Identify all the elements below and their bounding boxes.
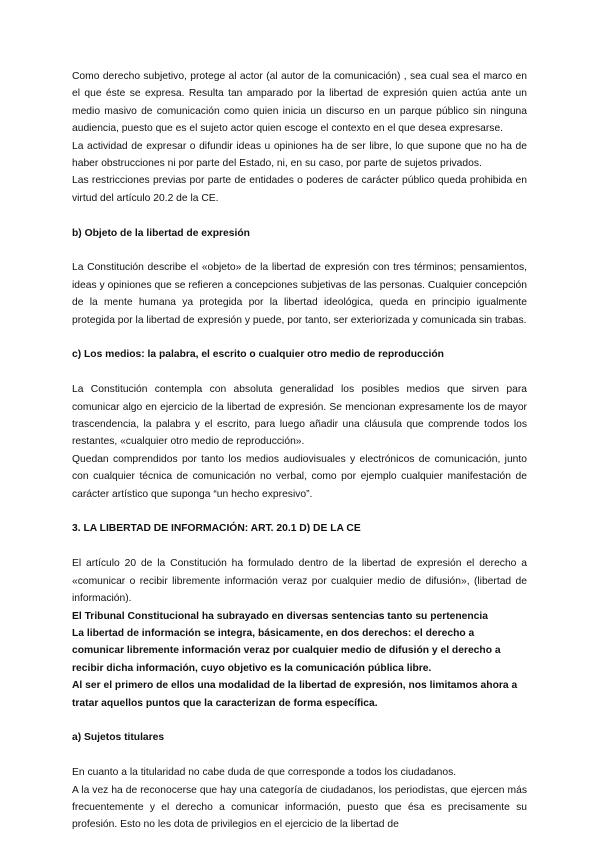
section-b-paragraph-1: La Constitución describe el «objeto» de la libertad de expresión con tres términos; pensamientos, ideas y opiniones que se refieren a concepciones subjetivas de las personas. Cualquier concepción de la mente humana ya protegida por la libertad ideológica, queda en principio igualmente protegida por la libertad de expresión y puede, por tanto, ser exteriorizada y comunicada sin trabas. (72, 262, 527, 326)
section-c-paragraph-1: La Constitución contempla con absoluta generalidad los posibles medios que sirven para comunicar algo en ejercicio de la libertad de expresión. Se mencionan expresamente los de mayor trascendencia, la palabra y el escrito, para luego añadir una cláusula que comprende todos los restantes, «cualquier otro medio de reproducción». (72, 384, 527, 448)
document-page (72, 68, 527, 834)
section-a-paragraph-2: A la vez ha de reconocerse que hay una categoría de ciudadanos, los periodistas, que ejercen más frecuentemente y el derecho a comunicar información, puesto que ésa es precisamente su profesión. Esto no les dota de privilegios en el ejercicio de la libertad de (72, 784, 527, 831)
section-c-heading: c) Los medios: la palabra, el escrito o cualquier otro medio de reproducción (72, 349, 444, 361)
section-c-paragraph-2: Quedan comprendidos por tanto los medios audiovisuales y electrónicos de comunicación, junto con cualquier técnica de comunicación no verbal, como por ejemplo cualquier manifestación de carácter artístico que suponga “un hecho expresivo”. (72, 453, 527, 500)
section-3-bold-paragraph-1: El Tribunal Constitucional ha subrayado en diversas sentencias tanto su pertenencia (72, 610, 488, 622)
section-b-heading: b) Objeto de la libertad de expresión (72, 227, 250, 239)
section-a-heading: a) Sujetos titulares (72, 732, 165, 744)
intro-paragraph-2: La actividad de expresar o difundir ideas u opiniones ha de ser libre, lo que supone que no ha de haber obstrucciones ni por parte del Estado, ni, en su caso, por parte de sujetos privados. (72, 140, 527, 170)
section-a-paragraph-1: En cuanto a la titularidad no cabe duda de que corresponde a todos los ciudadanos. (72, 767, 457, 779)
section-3-heading: 3. LA LIBERTAD DE INFORMACIÓN: ART. 20.1 D) DE LA CE (72, 523, 361, 535)
section-3-bold-paragraph-3: Al ser el primero de ellos una modalidad de la libertad de expresión, nos limitamos ahora a tratar aquellos puntos que la caracterizan de forma específica. (72, 680, 518, 709)
intro-paragraph-1: Como derecho subjetivo, protege al actor (al autor de la comunicación) , sea cual sea el marco en el que éste se expresa. Resulta tan amparado por la libertad de expresión quien actúa ante un medio masivo de comunicación como quien inicia un discurso en un parque público sin ninguna audiencia, puesto que es el sujeto actor quien escoge el contexto en el que desea expresarse. (72, 71, 527, 135)
section-3-paragraph-1: El artículo 20 de la Constitución ha formulado dentro de la libertad de expresión el derecho a «comunicar o recibir libremente información veraz por cualquier medio de difusión», (libertad de información). (72, 558, 527, 605)
section-3-bold-paragraph-2: La libertad de información se integra, básicamente, en dos derechos: el derecho a comunicar libremente información veraz por cualquier medio de difusión y el derecho a recibir dicha información, cuyo objetivo es la comunicación pública libre. (72, 627, 501, 674)
intro-paragraph-3: Las restricciones previas por parte de entidades o poderes de carácter público queda prohibida en virtud del artículo 20.2 de la CE. (72, 175, 527, 204)
